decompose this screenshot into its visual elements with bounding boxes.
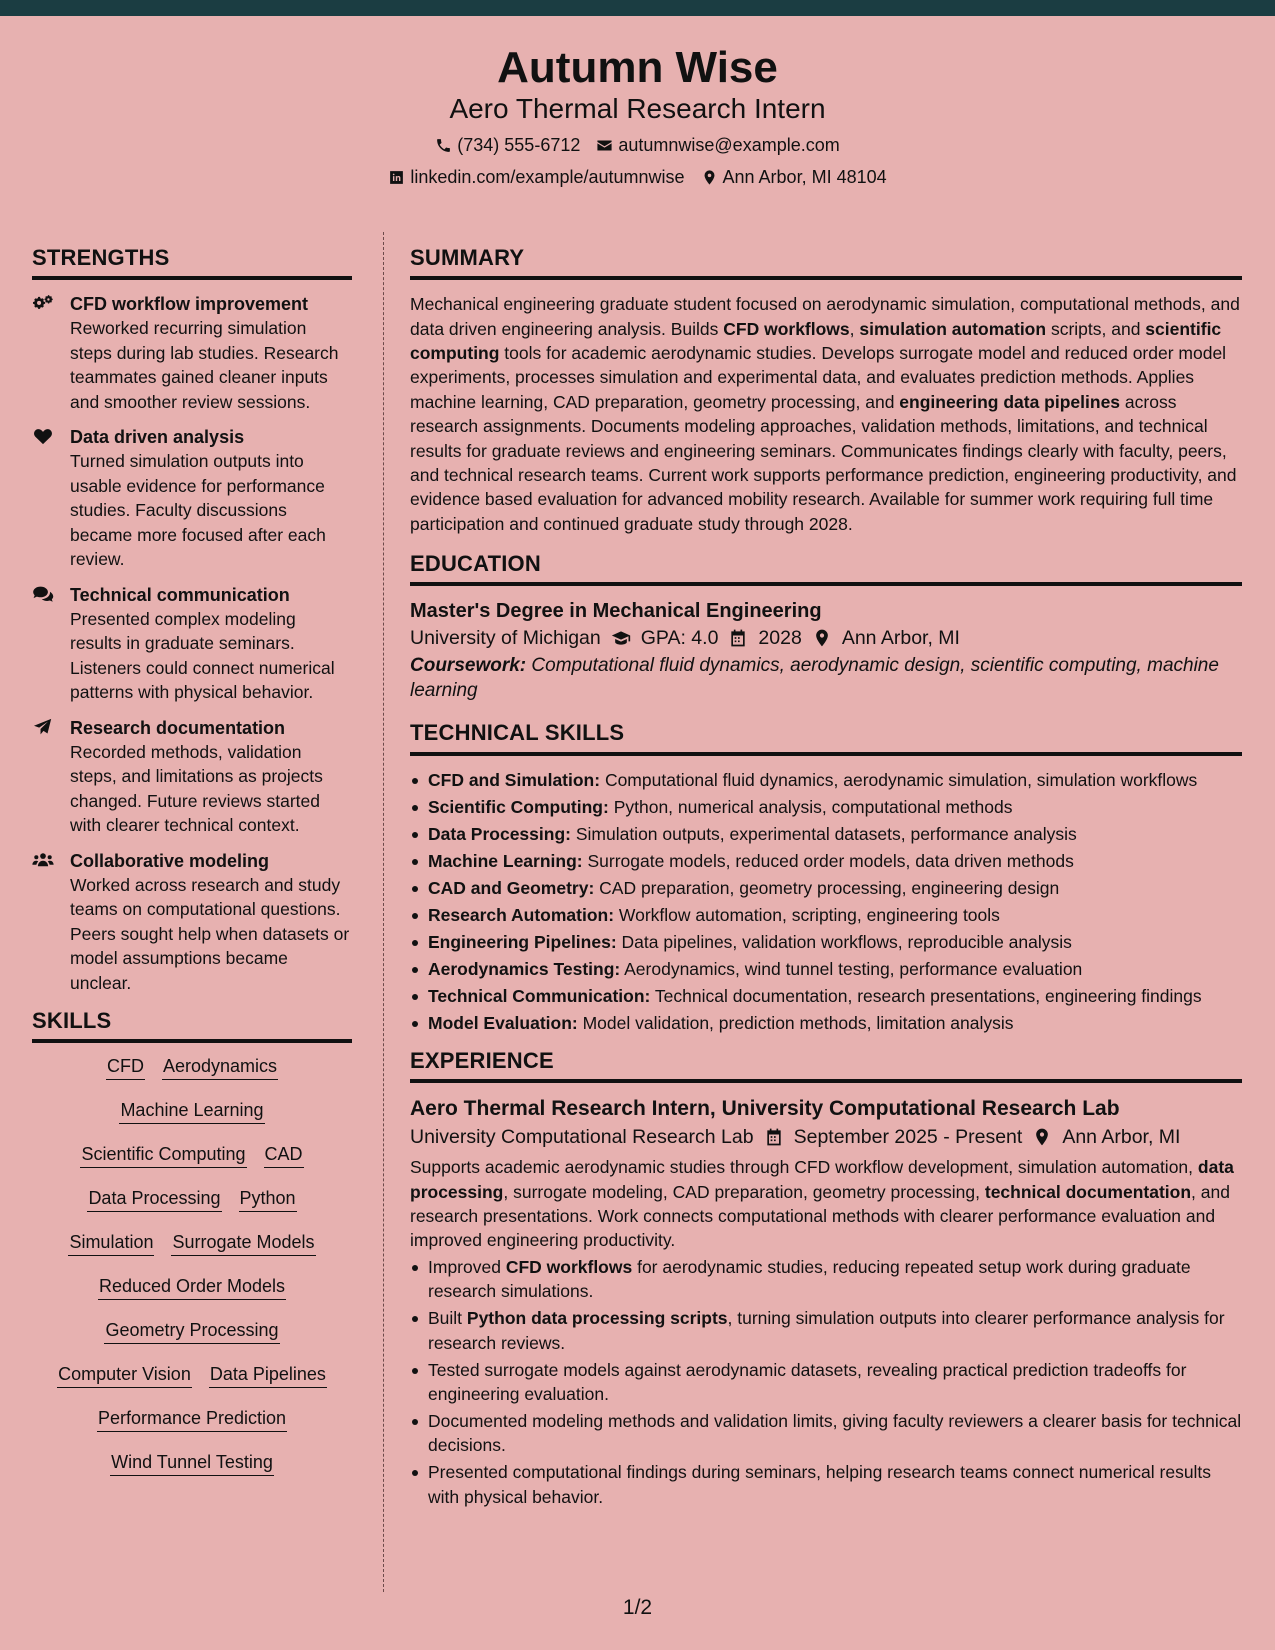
technical-skill-item: Scientific Computing: Python, numerical analysis, computational methods [410,795,1242,819]
skill-row [32,1407,352,1432]
technical-skill-item: CAD and Geometry: CAD preparation, geometry processing, engineering design [410,876,1242,900]
candidate-title: Aero Thermal Research Intern [449,93,826,124]
gpa-text: GPA: 4.0 [640,627,719,650]
strength-title: Research documentation [70,717,286,738]
skill-row [32,1319,352,1344]
technical-skill-item: Research Automation: Workflow automation, scripting, engineering tools [410,903,1242,927]
right-column [410,246,1242,1523]
users-icon [32,849,70,996]
technical-skill-item: Model Evaluation: Model validation, prediction methods, limitation analysis [410,1011,1242,1035]
strength-description: Recorded methods, validation steps, and limitations as projects changed. Future reviews started with clearer technical context. [70,741,323,836]
strength-description: Presented complex modeling results in graduate seminars. Listeners could connect numerical patterns with physical behavior. [70,608,335,703]
email-text[interactable]: autumnwise@example.com [618,135,840,155]
map-pin-icon [812,628,832,648]
coursework-label: Coursework: [410,655,527,677]
job-dates: September 2025 - Present [793,1126,1023,1149]
strength-title: Data driven analysis [70,427,245,448]
skill-row [32,1363,352,1388]
technical-skills-list [410,768,1242,1035]
technical-skill-item: Data Processing: Simulation outputs, experimental datasets, performance analysis [410,822,1242,846]
skill-chip: Python [239,1187,297,1212]
skill-chip: Simulation [68,1231,154,1256]
skill-chip: Aerodynamics [162,1055,278,1080]
skill-row [32,1275,352,1300]
technical-skills-heading: TECHNICAL SKILLS [410,721,1242,755]
gears-icon [32,292,70,414]
paper-plane-icon [32,716,70,838]
linkedin-item[interactable] [388,166,684,188]
education-heading: EDUCATION [410,552,1242,586]
resume-header [0,16,1275,205]
experience-bullet: Built Python data processing scripts, turning simulation outputs into clearer performance analysis for research reviews. [410,1306,1242,1355]
skill-row [32,1187,352,1212]
graduation-cap-icon [611,628,631,648]
skill-chip: Surrogate Models [171,1231,315,1256]
skill-chip: CFD [106,1055,145,1080]
experience-heading: EXPERIENCE [410,1049,1242,1083]
left-column [32,246,352,1495]
job-title: Aero Thermal Research Intern, University Computational Research Lab [410,1097,1120,1121]
location-text: Ann Arbor, MI 48104 [722,167,887,187]
skills-heading: SKILLS [32,1009,352,1043]
contact-row-1 [0,134,1275,156]
experience-bullet: Improved CFD workflows for aerodynamic studies, reducing repeated setup work during graduate research simulations. [410,1255,1242,1304]
strength-title: Collaborative modeling [70,850,270,871]
education-location: Ann Arbor, MI [841,627,960,650]
skill-chip: Data Pipelines [209,1363,327,1388]
calendar-icon [728,628,748,648]
job-description: Supports academic aerodynamic studies through CFD workflow development, simulation automation, data processing, surrogate modeling, CAD preparation, geometry processing, technical documentation, and research presentations. Work connects computational methods with clearer performance evaluation and improved engineering productivity. [410,1157,1234,1251]
summary-text: Mechanical engineering graduate student focused on aerodynamic simulation, computational methods, and data driven engineering analysis. Builds CFD workflows, simulation automation scripts, and scientific computing tools for academic aerodynamic studies. Develops surrogate model and reduced order model experiments, processes simulation and experimental data, and evaluates prediction methods. Applies machine learning, CAD preparation, geometry processing, and engineering data pipelines across research assignments. Documents modeling approaches, validation methods, limitations, and technical results for graduate reviews and engineering seminars. Communicates findings clearly with faculty, peers, and technical research teams. Current work supports performance prediction, engineering productivity, and evidence based evaluation for advanced mobility research. Available for summer work requiring full time participation and continued graduate study through 2028. [410,294,1240,534]
phone-text: (734) 555-6712 [457,135,581,155]
calendar-icon [764,1127,784,1147]
coursework-text: Computational fluid dynamics, aerodynamic design, scientific computing, machine learning [410,655,1219,701]
skill-chip: Data Processing [87,1187,221,1212]
skill-row [32,1055,352,1080]
skill-chip: Wind Tunnel Testing [110,1451,274,1476]
strength-item [32,583,352,705]
skill-chip: Machine Learning [119,1099,264,1124]
education-meta [410,624,1242,652]
page-number: 1/2 [622,1596,653,1619]
strength-description: Reworked recurring simulation steps during lab studies. Research teammates gained cleaner inputs and smoother review sessions. [70,318,339,412]
linkedin-icon [388,169,405,186]
coursework [410,654,1242,703]
strength-description: Turned simulation outputs into usable evidence for performance studies. Faculty discussions became more focused after each review. [70,451,326,570]
email-item[interactable] [596,134,839,156]
strengths-list [32,292,352,995]
strength-item [32,425,352,572]
summary-heading: SUMMARY [410,246,1242,280]
map-pin-icon [1032,1127,1052,1147]
strength-title: Technical communication [70,584,290,605]
skill-chip: Geometry Processing [104,1319,279,1344]
technical-skill-item: CFD and Simulation: Computational fluid dynamics, aerodynamic simulation, simulation workflows [410,768,1242,792]
experience-bullet: Presented computational findings during seminars, helping research teams connect numerical results with physical behavior. [410,1460,1242,1509]
skill-row [32,1143,352,1168]
comments-icon [32,583,70,705]
technical-skill-item: Engineering Pipelines: Data pipelines, validation workflows, reproducible analysis [410,930,1242,954]
technical-skill-item: Aerodynamics Testing: Aerodynamics, wind tunnel testing, performance evaluation [410,957,1242,981]
skill-chip: Scientific Computing [80,1143,246,1168]
skill-row [32,1231,352,1256]
candidate-name: Autumn Wise [497,43,778,92]
top-bar [0,0,1275,16]
job-meta [410,1123,1242,1151]
skills-chips [32,1055,352,1476]
envelope-icon [596,137,613,154]
experience-bullet: Documented modeling methods and validation limits, giving faculty reviewers a clearer basis for technical decisions. [410,1409,1242,1458]
column-divider [383,232,384,1592]
skill-chip: Performance Prediction [97,1407,287,1432]
skill-chip: Computer Vision [57,1363,192,1388]
strengths-heading: STRENGTHS [32,246,352,280]
skill-row [32,1099,352,1124]
skill-chip: CAD [264,1143,304,1168]
strength-item [32,849,352,996]
strength-item [32,292,352,414]
strength-description: Worked across research and study teams on computational questions. Peers sought help when datasets or model assumptions became unclear. [70,874,350,993]
technical-skill-item: Technical Communication: Technical documentation, research presentations, engineering findings [410,984,1242,1008]
map-pin-icon [701,169,718,186]
location-item [701,166,887,188]
degree-title: Master's Degree in Mechanical Engineering [410,600,822,623]
graduation-year: 2028 [758,627,802,650]
school-name: University of Michigan [410,627,601,650]
skill-chip: Reduced Order Models [98,1275,286,1300]
linkedin-text[interactable]: linkedin.com/example/autumnwise [410,167,685,187]
technical-skill-item: Machine Learning: Surrogate models, reduced order models, data driven methods [410,849,1242,873]
contact-row-2 [0,166,1275,188]
phone-icon [435,137,452,154]
strength-item [32,716,352,838]
skill-row [32,1451,352,1476]
job-org: University Computational Research Lab [410,1126,754,1149]
phone-item [435,134,580,156]
job-location: Ann Arbor, MI [1062,1126,1181,1149]
experience-bullet: Tested surrogate models against aerodynamic datasets, revealing practical prediction tradeoffs for engineering evaluation. [410,1358,1242,1407]
heart-icon [32,425,70,572]
job-bullets [410,1255,1242,1509]
strength-title: CFD workflow improvement [70,294,309,315]
